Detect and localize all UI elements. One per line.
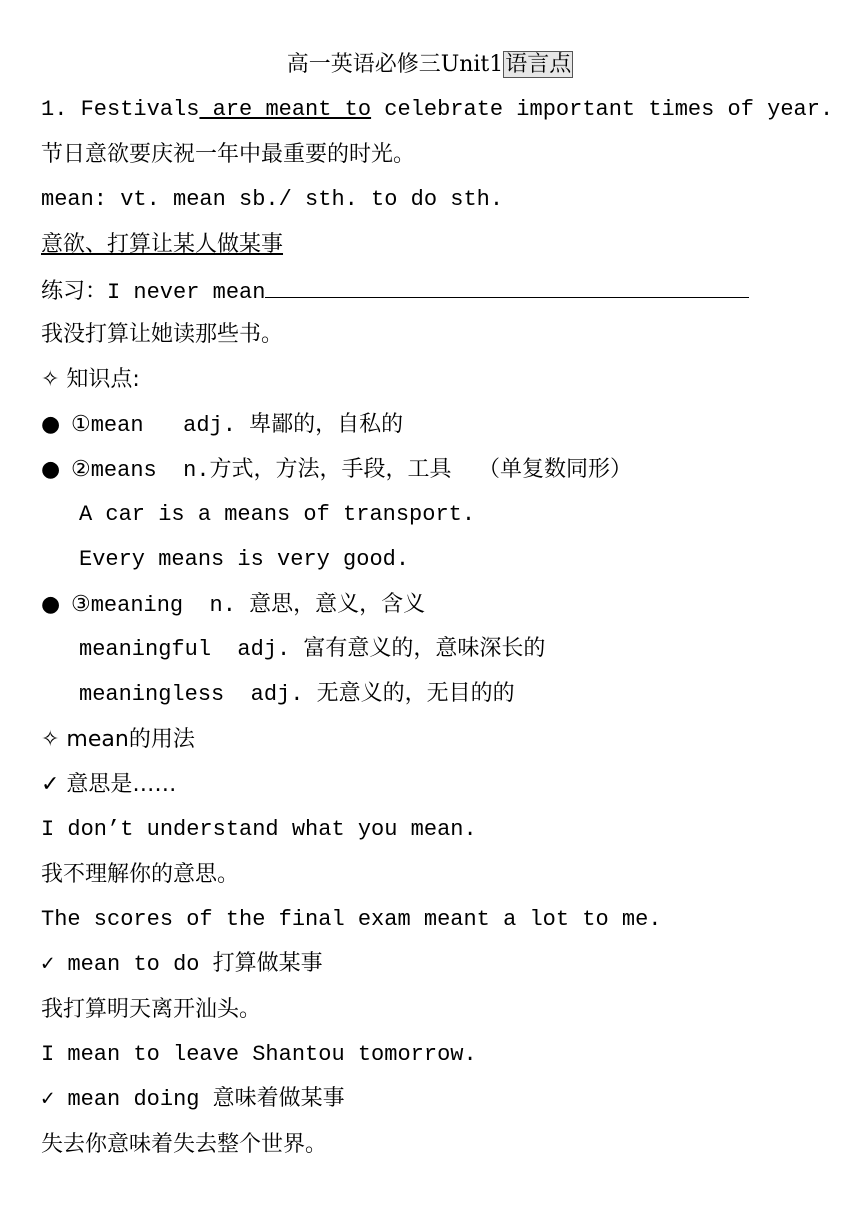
knowledge-item-3-text: ③meaning n. 意思，意义，含义 — [71, 593, 426, 618]
knowledge-item-2 — [41, 455, 632, 486]
exercise-label: 练习：I never mean — [41, 280, 266, 305]
exercise-translation: 我没打算让她读那些书。 — [41, 322, 284, 347]
knowledge-item-3 — [41, 590, 425, 621]
knowledge-header: ✧ 知识点: — [41, 367, 140, 392]
usage-2-header: ✓ mean to do 打算做某事 — [41, 952, 323, 977]
knowledge-item-2-text: ②means n.方式，方法，手段，工具 （单复数同形） — [71, 458, 632, 483]
example-means-2: Every means is very good. — [79, 547, 410, 572]
exercise-blank — [265, 275, 749, 298]
meaningful-definition: meaningful adj. 富有意义的，意味深长的 — [79, 637, 546, 662]
usage-2-example-translation: 我打算明天离开汕头。 — [41, 997, 262, 1022]
usage-1-example-translation: 我不理解你的意思。 — [41, 862, 240, 887]
usage-header: ✧ mean的用法 — [41, 727, 195, 752]
usage-2-example: I mean to leave Shantou tomorrow. — [41, 1042, 477, 1067]
mean-definition: mean: vt. mean sb./ sth. to do sth. — [41, 187, 504, 212]
sentence-1-underlined: are meant to — [199, 97, 372, 122]
bullet-icon: ● — [41, 457, 61, 482]
sentence-1-post: celebrate important times of year. — [371, 97, 834, 122]
title-main: 高一英语必修三Unit1 — [286, 52, 504, 77]
sentence-1 — [41, 95, 833, 125]
bullet-icon: ● — [41, 592, 61, 617]
bullet-icon: ● — [41, 412, 61, 437]
sentence-1-pre: 1. Festivals — [41, 97, 200, 122]
usage-1-example-2: The scores of the final exam meant a lot to me. — [41, 907, 662, 932]
usage-1-example: I don’t understand what you mean. — [41, 817, 477, 842]
knowledge-item-1-text: ①mean adj. 卑鄙的，自私的 — [71, 413, 404, 438]
meaningless-definition: meaningless adj. 无意义的，无目的的 — [79, 682, 515, 707]
example-means-1: A car is a means of transport. — [79, 502, 476, 527]
usage-1-header: ✓ 意思是…… — [41, 772, 177, 797]
page-title — [0, 50, 860, 80]
sentence-1-translation: 节日意欲要庆祝一年中最重要的时光。 — [41, 142, 416, 167]
usage-3-header: ✓ mean doing 意味着做某事 — [41, 1087, 345, 1112]
mean-definition-translation: 意欲、打算让某人做某事 — [41, 232, 284, 257]
title-boxed-highlight: 语言点 — [505, 52, 572, 77]
exercise-line — [41, 275, 749, 308]
knowledge-item-1 — [41, 410, 403, 441]
usage-3-example-translation: 失去你意味着失去整个世界。 — [41, 1132, 328, 1157]
